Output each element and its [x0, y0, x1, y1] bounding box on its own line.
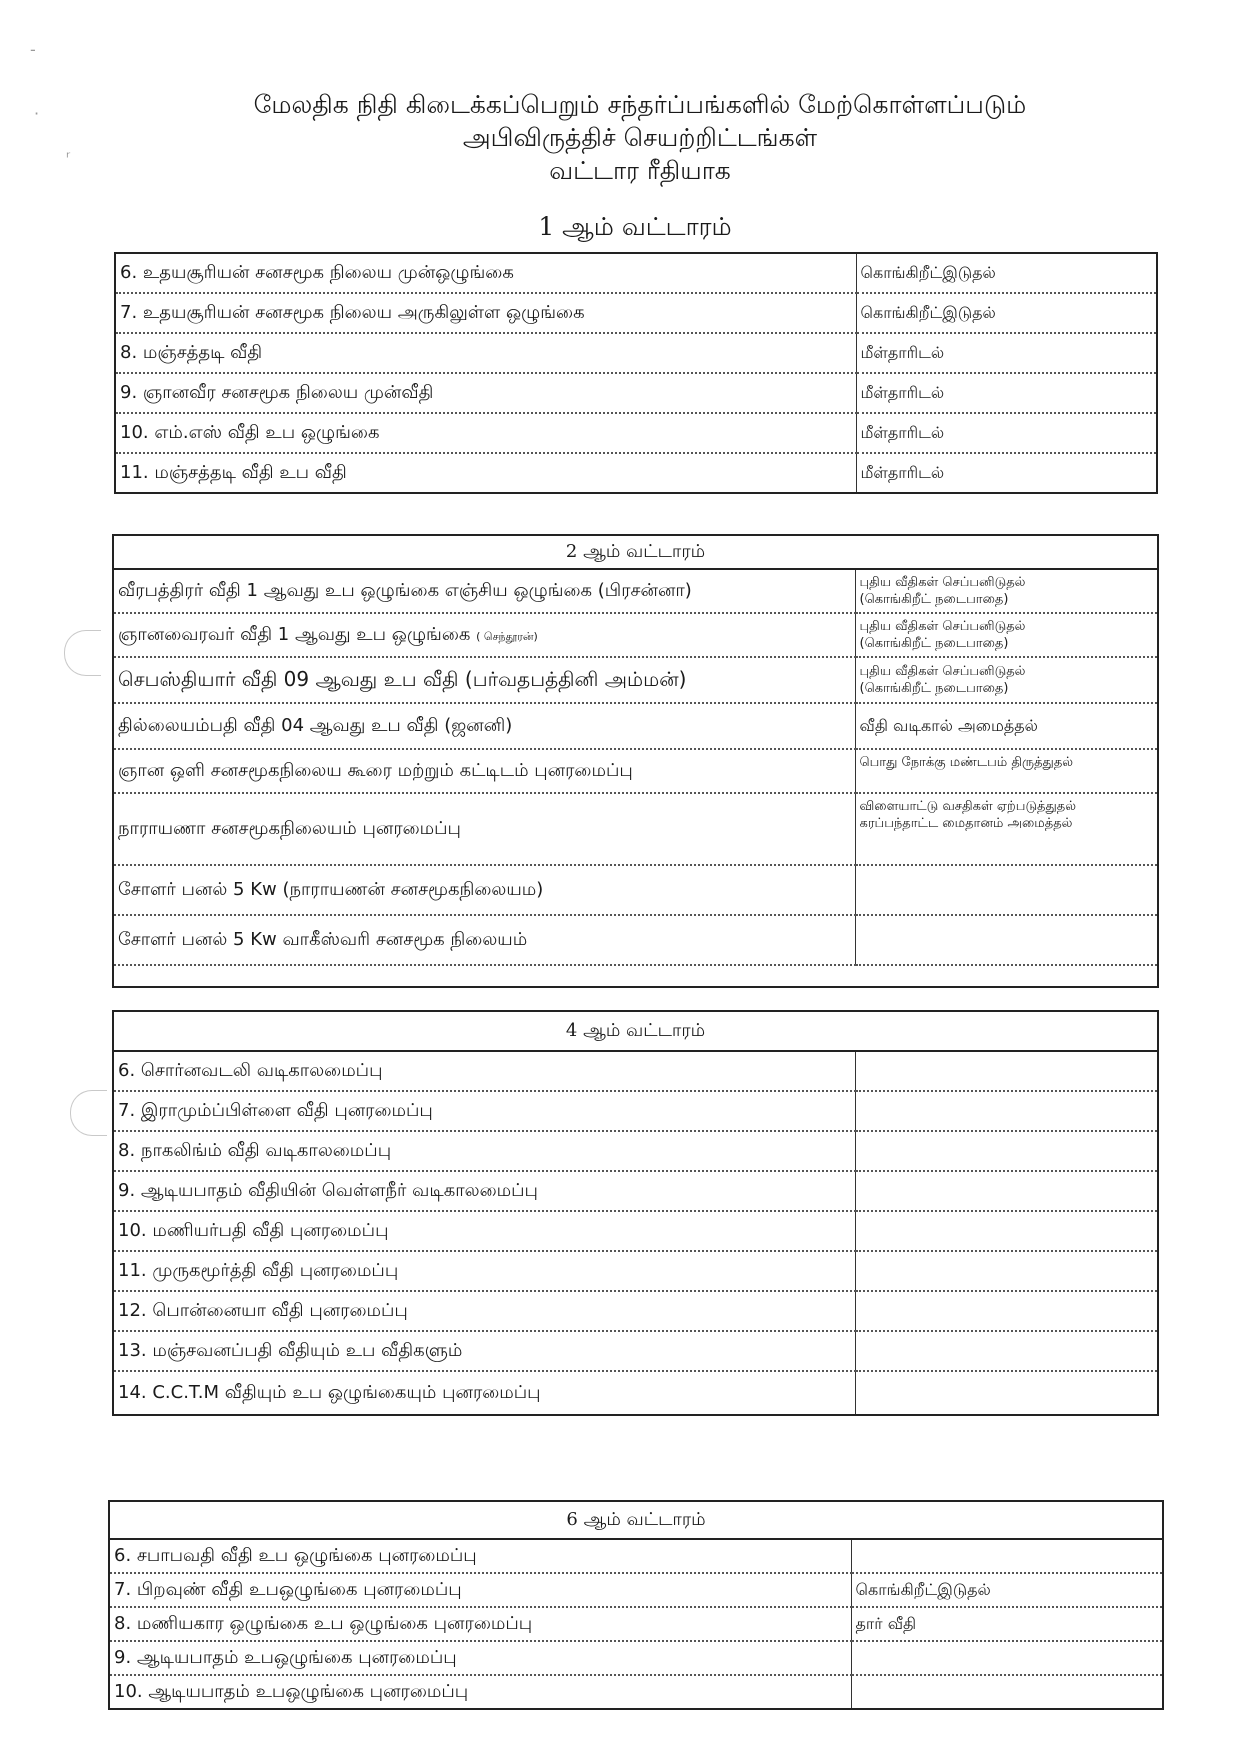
- table-row: [113, 1171, 1158, 1211]
- project-cell: 6. உதயசூரியன் சனசமூக நிலைய முன்ஒழுங்கை: [115, 253, 856, 293]
- project-cell: 10. எம்.எஸ் வீதி உப ஒழுங்கை: [115, 413, 856, 453]
- project-cell: 11. மஞ்சத்தடி வீதி உப வீதி: [115, 453, 856, 493]
- action-cell: [855, 657, 1158, 703]
- table-row: [113, 657, 1158, 703]
- action-cell: கொங்கிறீட்இடுதல்: [851, 1573, 1163, 1607]
- project-cell: 12. பொன்னையா வீதி புனரமைப்பு: [113, 1291, 855, 1331]
- project-cell: 11. முருகமூர்த்தி வீதி புனரமைப்பு: [113, 1251, 855, 1291]
- table-row: [113, 613, 1158, 657]
- table-row: [113, 1291, 1158, 1331]
- document-title: [150, 88, 1130, 187]
- table-row: [113, 703, 1158, 749]
- project-cell: செபஸ்தியார் வீதி 09 ஆவது உப வீதி (பர்வதபத்தினி அம்மன்): [113, 657, 855, 703]
- action-cell: வீதி வடிகால் அமைத்தல்: [855, 703, 1158, 749]
- project-cell: 8. மணியகார ஒழுங்கை உப ஒழுங்கை புனரமைப்பு: [109, 1607, 851, 1641]
- table-row: [115, 333, 1157, 373]
- action-subtext: (கொங்கிறீட் நடைபாதை): [859, 681, 1009, 696]
- table-row: [115, 453, 1157, 493]
- table-row: [109, 1641, 1163, 1675]
- project-cell: 9. ஆடியபாதம் உபஒழுங்கை புனரமைப்பு: [109, 1641, 851, 1675]
- action-cell: [855, 915, 1158, 965]
- project-cell: ஞான ஒளி சனசமூகநிலைய கூரை மற்றும் கட்டிடம் புனரமைப்பு: [113, 749, 855, 793]
- action-cell: [855, 1331, 1158, 1371]
- scan-mark: -: [30, 40, 36, 59]
- title-line: வட்டார ரீதியாக: [549, 156, 731, 185]
- project-cell: 10. மணியர்பதி வீதி புனரமைப்பு: [113, 1211, 855, 1251]
- project-cell: சோளர் பனல் 5 Kw வாகீஸ்வரி சனசமூக நிலையம்: [113, 915, 855, 965]
- table-row: [115, 373, 1157, 413]
- action-cell: [855, 1091, 1158, 1131]
- project-cell: 7. இராமும்ப்பிள்ளை வீதி புனரமைப்பு: [113, 1091, 855, 1131]
- action-cell: [855, 1251, 1158, 1291]
- table-header-row: [113, 535, 1158, 569]
- project-cell: வீரபத்திரர் வீதி 1 ஆவது உப ஒழுங்கை எஞ்சிய ஒழுங்கை (பிரசன்னா): [113, 569, 855, 613]
- project-cell: 13. மஞ்சவனப்பதி வீதியும் உப வீதிகளும்: [113, 1331, 855, 1371]
- table-row: [109, 1539, 1163, 1573]
- action-cell: கொங்கிறீட்இடுதல்: [856, 253, 1157, 293]
- table-row: [113, 749, 1158, 793]
- table-header-row: [109, 1501, 1163, 1539]
- action-text: புதிய வீதிகள் செப்பனிடுதல்: [859, 575, 1026, 590]
- punch-hole-mark: [70, 1090, 107, 1136]
- action-cell: [851, 1675, 1163, 1709]
- project-cell: 7. உதயசூரியன் சனசமூக நிலைய அருகிலுள்ள ஒழுங்கை: [115, 293, 856, 333]
- spacer-cell: [113, 965, 1158, 987]
- ward-1-heading: 1 ஆம் வட்டாரம்: [538, 212, 732, 241]
- action-cell: பொது நோக்கு மண்டபம் திருத்துதல்: [855, 749, 1158, 793]
- project-cell: 14. C.C.T.M வீதியும் உப ஒழுங்கையும் புனரமைப்பு: [113, 1371, 855, 1415]
- project-cell: நாராயணா சனசமூகநிலையம் புனரமைப்பு: [113, 793, 855, 865]
- project-cell: தில்லையம்பதி வீதி 04 ஆவது உப வீதி (ஜனனி): [113, 703, 855, 749]
- table-row: [115, 293, 1157, 333]
- action-cell: மீள்தாரிடல்: [856, 333, 1157, 373]
- project-note: ( செந்தூரன்): [476, 629, 538, 643]
- ward-4-heading: 4 ஆம் வட்டாரம்: [113, 1011, 1158, 1051]
- ward-6-heading: 6 ஆம் வட்டாரம்: [109, 1501, 1163, 1539]
- title-line: மேலதிக நிதி கிடைக்கப்பெறும் சந்தர்ப்பங்களில் மேற்கொள்ளப்படும்: [253, 90, 1027, 119]
- action-cell: [855, 793, 1158, 865]
- table-row: [109, 1675, 1163, 1709]
- action-cell: மீள்தாரிடல்: [856, 453, 1157, 493]
- action-text: விளையாட்டு வசதிகள் ஏற்படுத்துதல்: [859, 799, 1077, 814]
- scan-mark: ʳ: [66, 148, 71, 167]
- table-row: [113, 1091, 1158, 1131]
- project-cell: 6. சபாபவதி வீதி உப ஒழுங்கை புனரமைப்பு: [109, 1539, 851, 1573]
- project-cell: 9. ஞானவீர சனசமூக நிலைய முன்வீதி: [115, 373, 856, 413]
- project-cell: சோளர் பனல் 5 Kw (நாராயணன் சனசமூகநிலையம): [113, 865, 855, 915]
- project-cell: [113, 613, 855, 657]
- project-cell: 6. சொர்னவடலி வடிகாலமைப்பு: [113, 1051, 855, 1091]
- table-header-row: [113, 1011, 1158, 1051]
- action-cell: [855, 1171, 1158, 1211]
- action-text: புதிய வீதிகள் செப்பனிடுதல்: [859, 619, 1026, 634]
- action-cell: தார் வீதி: [851, 1607, 1163, 1641]
- project-cell: 9. ஆடியபாதம் வீதியின் வெள்ளநீர் வடிகாலமைப்பு: [113, 1171, 855, 1211]
- action-cell: [855, 569, 1158, 613]
- project-cell: 8. மஞ்சத்தடி வீதி: [115, 333, 856, 373]
- action-cell: [855, 865, 1158, 915]
- action-cell: [855, 613, 1158, 657]
- punch-hole-mark: [64, 630, 101, 676]
- table-row: [113, 793, 1158, 865]
- table-row: [113, 915, 1158, 965]
- project-text: ஞானவைரவர் வீதி 1 ஆவது உப ஒழுங்கை: [118, 623, 471, 645]
- action-cell: மீள்தாரிடல்: [856, 413, 1157, 453]
- table-row: [113, 1331, 1158, 1371]
- project-cell: 7. பிறவுண் வீதி உபஒழுங்கை புனரமைப்பு: [109, 1573, 851, 1607]
- table-row: [113, 865, 1158, 915]
- table-row: [113, 1051, 1158, 1091]
- action-cell: [851, 1641, 1163, 1675]
- action-cell: [855, 1131, 1158, 1171]
- action-cell: [855, 1291, 1158, 1331]
- action-cell: [851, 1539, 1163, 1573]
- action-subtext: (கொங்கிறீட் நடைபாதை): [859, 636, 1009, 651]
- action-cell: [855, 1051, 1158, 1091]
- table-row: [113, 1131, 1158, 1171]
- table-row: [113, 1251, 1158, 1291]
- action-cell: [855, 1371, 1158, 1415]
- action-text: புதிய வீதிகள் செப்பனிடுதல்: [859, 664, 1026, 679]
- spacer-row: [113, 965, 1158, 987]
- action-subtext: கரப்பந்தாட்ட மைதானம் அமைத்தல்: [859, 816, 1073, 831]
- action-cell: மீள்தாரிடல்: [856, 373, 1157, 413]
- ward-4-table: [112, 1010, 1159, 1416]
- title-line: அபிவிருத்திச் செயற்றிட்டங்கள்: [462, 123, 818, 152]
- ward-2-heading: 2 ஆம் வட்டாரம்: [113, 535, 1158, 569]
- ward-6-table: [108, 1500, 1164, 1710]
- action-subtext: (கொங்கிறீட் நடைபாதை): [859, 592, 1009, 607]
- table-row: [113, 1211, 1158, 1251]
- table-row: [115, 253, 1157, 293]
- ward-2-table: [112, 534, 1159, 988]
- ward-1-table: [114, 252, 1158, 494]
- project-cell: 8. நாகலிங்ம் வீதி வடிகாலமைப்பு: [113, 1131, 855, 1171]
- table-row: [109, 1573, 1163, 1607]
- table-row: [113, 1371, 1158, 1415]
- project-cell: 10. ஆடியபாதம் உபஒழுங்கை புனரமைப்பு: [109, 1675, 851, 1709]
- scan-mark: ·: [34, 104, 40, 123]
- table-row: [113, 569, 1158, 613]
- action-cell: [855, 1211, 1158, 1251]
- table-row: [109, 1607, 1163, 1641]
- table-row: [115, 413, 1157, 453]
- action-cell: கொங்கிறீட்இடுதல்: [856, 293, 1157, 333]
